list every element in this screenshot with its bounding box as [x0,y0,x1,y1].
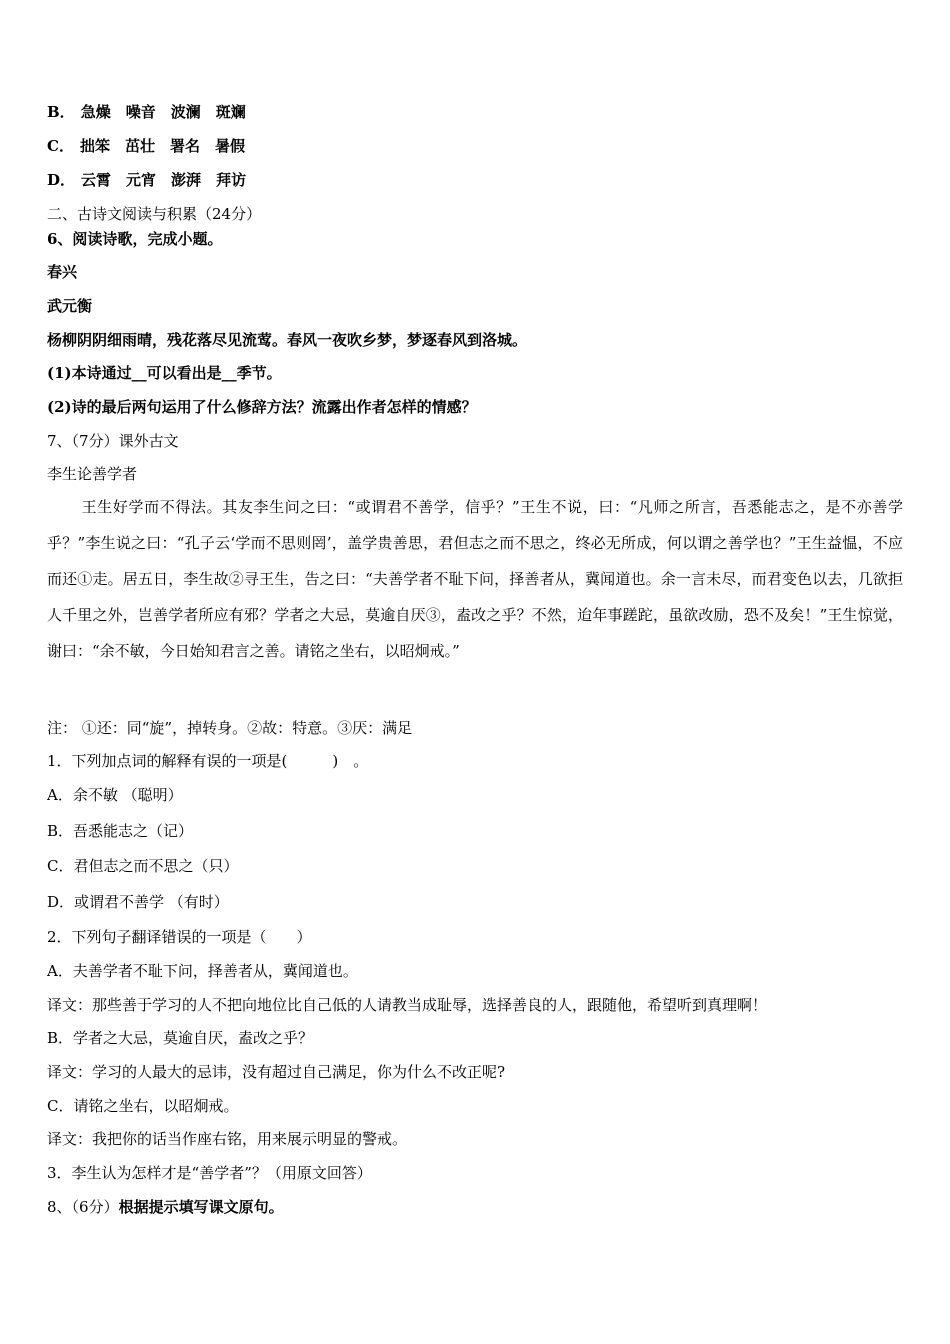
q7-2-option-c: C．请铭之坐右，以昭炯戒。 [47,1097,239,1115]
q7-2-option-a: A．夫善学者不耻下问，择善者从，冀闻道也。 [47,962,358,980]
poem-title: 春兴 [47,263,78,281]
option-c: C． 拙笨 茁壮 署名 暑假 [47,137,246,155]
q8-heading: 8、（6分）根据提示填写课文原句。 [47,1198,284,1216]
q7-heading: 7、（7分）课外古文 [47,432,179,450]
passage: 王生好学而不得法。其友李生问之曰：“或谓君不善学，信乎？”王生不说，曰：“凡师之所言，吾悉能志之，是不亦善学乎？”李生说之曰：“孔子云‘学而不思则罔’，盖学贵善思，君但志之而不思之，终必无所成，何以谓之善学也？”王生益愠，不应而还①走。居五日，李生故②寻王生，告之曰：“夫善学者不耻下问，择善者从，冀闻道也。余一言未尽，而君变色以去，几欲拒人千里之外，岂善学者所应有邪？学者之大忌，莫逾自厌③，盍改之乎？不然，迨年事蹉跎，虽欲改励，恐不及矣！”王生惊觉，谢曰：“余不敏，今日始知君言之善。请铭之坐右，以昭炯戒。” [47,498,903,660]
q6-sub2: (2)诗的最后两句运用了什么修辞方法？流露出作者怎样的情感？ [47,398,477,416]
section-heading: 二、古诗文阅读与积累（24分） [47,205,262,223]
q7-2-translation-b: 译文：学习的人最大的忌讳，没有超过自己满足，你为什么不改正呢? [47,1063,506,1081]
poem-text: 杨柳阴阴细雨晴，残花落尽见流莺。春风一夜吹乡梦，梦逐春风到洛城。 [47,331,528,349]
q7-1-question: 1．下列加点词的解释有误的一项是( ) 。 [47,752,369,770]
q7-1-option-b: B．吾悉能志之（记） [47,822,194,840]
q6-sub1: (1)本诗通过__可以看出是__季节。 [47,364,282,382]
passage-title: 李生论善学者 [47,465,138,483]
q7-1-option-d: D．或谓君不善学 （有时） [47,893,229,911]
q7-2-option-b: B．学者之大忌，莫逾自厌，盍改之乎？ [47,1029,314,1047]
q7-3-question: 3．李生认为怎样才是“善学者”？（用原文回答） [47,1164,372,1182]
q7-2-translation-a: 译文：那些善于学习的人不把向地位比自己低的人请教当成耻辱，选择善良的人，跟随他，希望听到真理啊！ [47,996,768,1014]
q7-2-question: 2．下列句子翻译错误的一项是（ ） [47,928,312,946]
q7-1-option-a: A．余不敏 （聪明） [47,786,183,804]
poem-author: 武元衡 [47,297,93,315]
passage-note: 注： ①还：同“旋”，掉转身。②故：特意。③厌：满足 [47,719,413,737]
q7-2-translation-c: 译文：我把你的话当作座右铭，用来展示明显的警戒。 [47,1130,408,1148]
q6-prompt: 6、阅读诗歌，完成小题。 [47,230,223,248]
option-d: D． 云霄 元宵 澎湃 拜访 [47,171,247,189]
q7-1-option-c: C．君但志之而不思之（只） [47,857,239,875]
option-b: B． 急燥 噪音 波澜 斑斓 [47,103,246,121]
